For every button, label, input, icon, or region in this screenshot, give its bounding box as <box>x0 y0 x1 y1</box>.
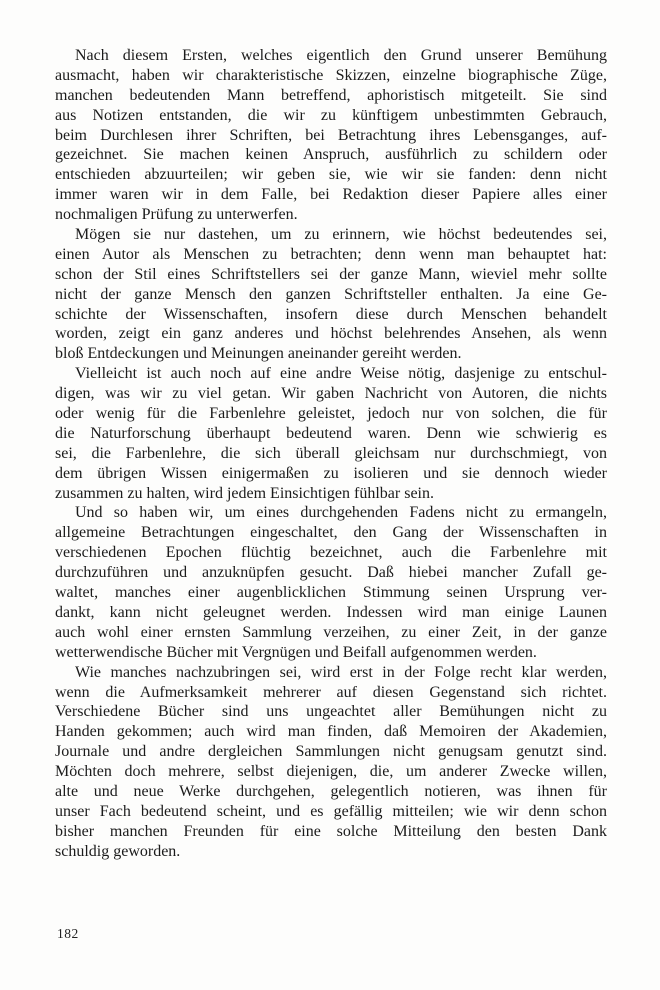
text-line: schuldig geworden. <box>55 842 181 860</box>
text-line: schichte der Wissenschaften, insofern diese durch Menschen behandelt <box>55 305 607 323</box>
text-line: schon der Stil eines Schriftstellers sei der ganze Mann, wieviel mehr sollte <box>55 265 607 283</box>
text-line: Journale und andre dergleichen Sammlungen nicht genugsam genutzt sind. <box>55 743 607 761</box>
text-line: Verschiedene Bücher sind uns ungeachtet aller Bemühungen nicht zu <box>55 703 607 721</box>
paragraph <box>55 225 607 364</box>
text-line: Handen gekommen; auch wird man finden, daß Memoiren der Akademien, <box>55 723 607 741</box>
text-line: beim Durchlesen ihrer Schriften, bei Betrachtung ihres Lebensganges, auf- <box>55 126 607 144</box>
text-line: allgemeine Betrachtungen eingeschaltet, den Gang der Wissenschaften in <box>55 524 607 542</box>
page-number: 182 <box>57 926 79 941</box>
text-line: einen Autor als Menschen zu betrachten; denn wenn man behauptet hat: <box>55 245 607 263</box>
text-line: worden, zeigt ein ganz anderes und höchst belehrendes Ansehen, als wenn <box>55 325 607 343</box>
text-line: unser Fach bedeutend scheint, und es gefällig mitteilen; wie wir denn schon <box>55 802 607 820</box>
text-line: alte und neue Werke durchgehen, gelegentlich notieren, was ihnen für <box>55 782 607 800</box>
text-line: Möchten doch mehrere, selbst diejenigen, die, um anderer Zwecke willen, <box>55 763 607 781</box>
text-line: sei, die Farbenlehre, die sich überall gleichsam nur durchschmiegt, von <box>55 444 607 462</box>
text-block <box>55 46 607 862</box>
paragraph <box>55 364 607 503</box>
text-line: durchzuführen und anzuknüpfen gesucht. Daß hiebei mancher Zufall ge- <box>55 564 607 582</box>
text-line: ausmacht, haben wir charakteristische Skizzen, einzelne biographische Züge, <box>55 66 607 84</box>
paragraph <box>55 503 607 662</box>
text-line: Wie manches nachzubringen sei, wird erst in der Folge recht klar werden, <box>75 663 607 681</box>
text-line: Und so haben wir, um eines durchgehenden Fadens nicht zu ermangeln, <box>75 504 607 522</box>
text-line: manchen bedeutenden Mann betreffend, aphoristisch mitgeteilt. Sie sind <box>55 86 607 104</box>
text-line: bloß Entdeckungen und Meinungen aneinander gereiht werden. <box>55 345 462 363</box>
text-line: digen, was wir zu viel getan. Wir gaben Nachricht von Autoren, die nichts <box>55 385 607 403</box>
text-line: gezeichnet. Sie machen keinen Anspruch, ausführlich zu schildern oder <box>55 146 607 164</box>
text-line: dem übrigen Wissen einigermaßen zu isolieren und sie dennoch wieder <box>55 464 607 482</box>
text-line: Nach diesem Ersten, welches eigentlich den Grund unserer Bemühung <box>75 47 607 64</box>
text-line: nicht der ganze Mensch den ganzen Schriftsteller enthalten. Ja eine Ge- <box>55 285 607 303</box>
text-line: entschieden abzuurteilen; wir geben sie, wie wir sie fanden: denn nicht <box>55 166 607 184</box>
text-line: Vielleicht ist auch noch auf eine andre Weise nötig, dasjenige zu entschul- <box>75 365 607 383</box>
text-line: immer waren wir in dem Falle, bei Redaktion dieser Papiere alles einer <box>55 186 607 204</box>
text-line: wenn die Aufmerksamkeit mehrerer auf diesen Gegenstand sich richtet. <box>55 683 607 701</box>
text-line: nochmaligen Prüfung zu unterwerfen. <box>55 206 298 224</box>
text-line: waltet, manches einer augenblicklichen Stimmung seinen Ursprung ver- <box>55 584 607 602</box>
text-line: auch wohl einer ernsten Sammlung verzeihen, zu einer Zeit, in der ganze <box>55 623 607 641</box>
text-line: dankt, kann nicht geleugnet werden. Indessen wird man einige Launen <box>55 603 607 621</box>
text-line: wetterwendische Bücher mit Vergnügen und Beifall aufgenommen werden. <box>55 643 537 661</box>
text-line: verschiedenen Epochen flüchtig bezeichnet, auch die Farbenlehre mit <box>55 544 607 562</box>
text-line: zusammen zu halten, wird jedem Einsichtigen fühlbar sein. <box>55 484 434 502</box>
text-line: die Naturforschung überhaupt bedeutend waren. Denn wie schwierig es <box>55 424 607 442</box>
text-line: aus Notizen entstanden, die wir zu künftigem unbestimmten Gebrauch, <box>55 106 607 124</box>
text-line: oder wenig für die Farbenlehre geleistet, jedoch nur von solchen, die für <box>55 405 607 423</box>
text-line: bisher manchen Freunden für eine solche Mitteilung den besten Dank <box>55 822 607 840</box>
paragraph <box>55 46 607 225</box>
paragraph <box>55 663 607 862</box>
text-line: Mögen sie nur dastehen, um zu erinnern, wie höchst bedeutendes sei, <box>75 226 607 244</box>
